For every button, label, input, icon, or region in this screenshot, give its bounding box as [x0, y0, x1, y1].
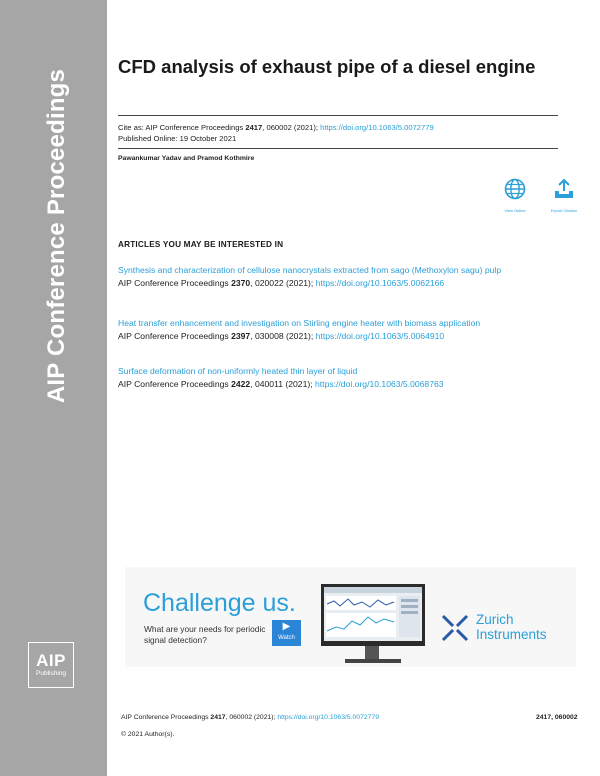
- related-article: [118, 265, 573, 289]
- related-article-title-link[interactable]: Surface deformation of non-uniformly heated thin layer of liquid: [118, 366, 358, 376]
- export-citation-button[interactable]: [544, 178, 584, 213]
- monitor-base: [345, 659, 401, 663]
- divider: [118, 148, 558, 149]
- related-article-ref: [118, 378, 573, 390]
- ref-doi-link[interactable]: https://doi.org/10.1063/5.0064910: [315, 330, 445, 341]
- sidebar: [0, 0, 107, 776]
- aip-publishing-logo[interactable]: [28, 642, 74, 688]
- published-date: Published Online: 19 October 2021: [118, 134, 237, 143]
- cite-line: [118, 123, 434, 132]
- footer-doi-link[interactable]: https://doi.org/10.1063/5.0072779: [277, 714, 379, 721]
- footer-cite-rest: , 060002 (2021);: [225, 714, 278, 721]
- cite-rest: , 060002 (2021);: [262, 123, 321, 132]
- related-article: [118, 366, 573, 390]
- ref-journal: AIP Conference Proceedings: [118, 330, 232, 341]
- journal-vertical-title: AIP Conference Proceedings: [43, 68, 70, 404]
- ad-subline: What are your needs for periodic signal detection?: [144, 624, 266, 645]
- footer-page-number: [536, 714, 578, 721]
- ref-rest: , 030008 (2021);: [250, 330, 316, 341]
- related-article-title-link[interactable]: Synthesis and characterization of cellulose nanocrystals extracted from sago (Methoxylon sagu) pulp: [118, 265, 502, 275]
- related-article: [118, 318, 573, 342]
- footer-cite-volume: 2417: [210, 714, 226, 721]
- monitor-stand: [365, 646, 379, 660]
- export-citation-label: Export Citation: [550, 208, 578, 213]
- related-article-ref: [118, 330, 573, 342]
- ref-volume: 2370: [231, 277, 251, 288]
- ref-doi-link[interactable]: https://doi.org/10.1063/5.0068763: [315, 378, 444, 389]
- copyright: © 2021 Author(s).: [121, 731, 175, 738]
- globe-icon: [504, 178, 526, 200]
- related-articles-heading: ARTICLES YOU MAY BE INTERESTED IN: [118, 240, 284, 249]
- related-article-title-link[interactable]: Heat transfer enhancement and investigation on Stirling engine heater with biomass application: [118, 318, 481, 328]
- paper-title: CFD analysis of exhaust pipe of a diesel engine: [118, 56, 536, 77]
- brand-name: [476, 612, 576, 642]
- ref-volume: 2397: [231, 330, 251, 341]
- watch-label: Watch: [278, 635, 295, 641]
- monitor-screen: [324, 587, 422, 641]
- authors: Pawankumar Yadav and Pramod Kothmire: [118, 155, 255, 162]
- export-icon: [552, 178, 576, 200]
- footer-citation: [121, 714, 379, 721]
- ref-rest: , 040011 (2021);: [250, 378, 316, 389]
- view-online-label: View Online: [504, 208, 526, 213]
- ref-rest: , 020022 (2021);: [250, 277, 316, 288]
- ref-volume: 2422: [231, 378, 251, 389]
- advertisement-banner[interactable]: [125, 567, 576, 667]
- page-volume: 2417: [536, 714, 552, 721]
- divider: [118, 115, 558, 116]
- cite-doi-link[interactable]: https://doi.org/10.1063/5.0072779: [320, 123, 434, 132]
- ref-journal: AIP Conference Proceedings: [118, 378, 232, 389]
- ref-journal: AIP Conference Proceedings: [118, 277, 232, 288]
- brand-name-text: Zurich Instruments: [476, 612, 547, 642]
- logo-text-publishing: Publishing: [36, 670, 66, 677]
- monitor-image: [321, 584, 425, 646]
- cite-volume: 2417: [245, 123, 263, 132]
- view-online-button[interactable]: [495, 178, 535, 213]
- cite-prefix: Cite as: AIP Conference Proceedings: [118, 123, 246, 132]
- footer-cite-prefix: AIP Conference Proceedings: [121, 714, 211, 721]
- signal-screenshot: [324, 587, 422, 641]
- play-icon: ▶: [282, 621, 291, 632]
- zurich-instruments-logo-icon: [440, 613, 470, 643]
- watch-button[interactable]: [272, 620, 301, 646]
- ref-doi-link[interactable]: https://doi.org/10.1063/5.0062166: [315, 277, 445, 288]
- ad-headline: Challenge us.: [143, 589, 296, 617]
- page-number: , 060002: [551, 714, 578, 721]
- logo-text-aip: AIP: [36, 651, 66, 670]
- related-article-ref: [118, 277, 573, 289]
